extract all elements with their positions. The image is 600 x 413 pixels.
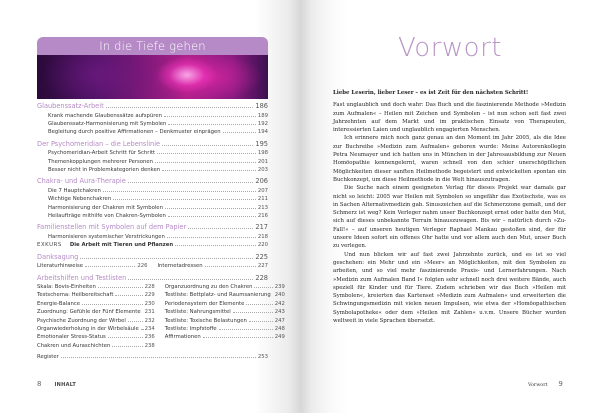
right-footer: [528, 380, 563, 388]
toc-item[interactable]: Testliste: Nahrungsmittel 243: [164, 309, 285, 316]
toc-exkurs[interactable]: EXKURS Die Arbeit mit Tieren und Pflanzen 220: [37, 242, 268, 249]
paragraph: Fast unglaublich und doch wahr: Das Buch und die faszinierende Methode »Medizin zum Aufmalen« – Heilen mit Zeichen und Symbolen – ist nun schon seit fast zwei Jahrzehnten auf dem Markt und im praktischen Einsatz von Therapeuten, interessierten Laien und unglaublich engagierten Menschen.: [333, 102, 566, 134]
toc-item[interactable]: Heilaufträge mithilfe von Chakren-Symbolen 216: [48, 213, 268, 220]
toc-item[interactable]: Testliste: Impfstoffe 248: [164, 326, 285, 333]
toc-item[interactable]: Wichtige Nebenchakren 211: [48, 196, 268, 203]
toc-item[interactable]: Periodensystem der Elemente 242: [164, 300, 285, 307]
toc-item[interactable]: Literaturhinweise 226: [37, 263, 148, 270]
toc-item[interactable]: Die 7 Hauptchakren 207: [48, 187, 268, 194]
toc-section[interactable]: Arbeitshilfen und Testlisten 228: [37, 273, 268, 282]
toc-item[interactable]: Psychomeridian-Arbeit Schritt für Schritt 198: [48, 150, 268, 157]
toc-item[interactable]: Harmonisieren systemischer Verstrickungen 218: [48, 233, 268, 240]
toc-item[interactable]: Besser nicht in Problemkategorien denken 203: [48, 166, 268, 173]
page-number: 9: [558, 380, 563, 388]
running-head: INHALT: [54, 382, 77, 388]
lead-line: Liebe Leserin, lieber Leser – es ist Zeit für den nächsten Schritt!: [333, 90, 529, 96]
toc-item[interactable]: Testliste: Bettplatz- und Raumsanierung 240: [164, 292, 285, 299]
paragraph: Ich erinnere mich noch ganz genau an den Moment im Jahr 2005, als die Idee zur Buchreihe »Medizin zum Aufmalen« geboren wurde: Meine Autorenkollegin Petra Neumayer und ich hatten uns in München in der Jahresausbildung zur Neuen Homöopathie kennengelernt, waren schnell von den schier unerschöpflichen Möglichkeiten dieser sanften Heilmethode begeistert und entwickelten spontan ein Buchkonzept, um diese Heilmethode in die Welt hinauszutragen.: [333, 135, 566, 183]
toc-item[interactable]: Chakren und Auraschichten 238: [37, 342, 155, 349]
toc-item[interactable]: Organzuordnung zu den Chakren 239: [164, 284, 285, 291]
left-footer: [37, 380, 76, 388]
toc-item[interactable]: Harmonisierung der Chakren mit Symbolen 213: [48, 204, 268, 211]
toc-item[interactable]: Emotionaler Stress-Status 236: [37, 334, 155, 341]
toc-item[interactable]: Glaubenssatz-Harmonisierung mit Symbolen 192: [48, 120, 268, 127]
toc-item[interactable]: Energie-Balance 230: [37, 300, 155, 307]
toc-section[interactable]: Der Psychomeridian – die Lebenslinie 195: [37, 139, 268, 148]
toc-item[interactable]: Krank machende Glaubenssätze aufspüren 189: [48, 112, 268, 119]
toc-item[interactable]: Organwiederholung in der Wirbelsäule 234: [37, 326, 155, 333]
toc-section[interactable]: Glaubenssatz-Arbeit 186: [37, 102, 268, 110]
paragraph: Die Suche nach einem geeigneten Verlag für dieses Projekt war damals gar nicht so leicht: 2005 war Heilen mit Symbolen so ungefähr das Exotischste, was es in Sachen Alternativmedizin gab. Sinuszeichen auf die Schmerzzone gemalt, und der Schmerz ist weg? Kein Verleger nahm unser Buchkonzept ernst oder hatte den Mut, sich auf dieses unbekannte Terrain hinauszuwagen. Bis wir – natürlich durch »Zu-Fall!« – auf unseren heutigen Verleger Raphael Mankau gestoßen sind, der für unsere Ideen sofort ein offenes Ohr hatte und vor allem auch den Mut, unser Buch zu verlegen.: [333, 185, 566, 250]
toc-item[interactable]: Psychische Zuordnung der Wirbel 232: [37, 317, 155, 324]
toc-section[interactable]: Chakra- und Aura-Therapie 206: [37, 177, 268, 186]
toc-item[interactable]: Affirmationen 249: [164, 334, 285, 341]
body-text: [333, 89, 566, 325]
exkurs-tag: EXKURS: [37, 242, 62, 249]
toc-item[interactable]: Zuordnung: Gefühle der Fünf Elemente 231: [37, 309, 155, 316]
plasma-image: [37, 55, 268, 99]
table-of-contents: [37, 100, 285, 363]
paragraph: Und nun blicken wir auf fast zwei Jahrzehnte zurück, und es ist so viel geschehen: ein Mehr und ein »Meer« an Möglichkeiten, mit den Symbolen zu arbeiten, und so viel mehr faszinierende Praxis- und Lernerfahrungen. Nach »Medizin zum Aufmalen Band I« folgten sehr schnell noch drei weitere Bände, auch speziell für Kinder und für Tiere. Zudem schrieben wir das Buch »Heilen mit Symbolen«, kreierten das Kartenset »Medizin zum Aufmalen« und erweiterten die Schwingungsmedizin mit vielen neuen Impulsen, wie etwa der »Homöopathischen Symbolapotheke« oder dem »Heilen mit Zahlen« u.v.m. Unsere Bücher wurden weltweit in viele Sprachen übersetzt.: [333, 251, 566, 325]
toc-section[interactable]: Familienstellen mit Symbolen auf dem Papier 217: [37, 223, 268, 232]
page-number: 8: [37, 380, 42, 388]
toc-item[interactable]: Skala: Bovis-Einheiten 228: [37, 284, 155, 291]
toc-item[interactable]: Begleitung durch positive Affirmationen – Denkmuster einprägen 194: [48, 129, 268, 136]
toc-item[interactable]: Themenkopplungen mehrerer Personen 201: [48, 158, 268, 165]
toc-column-left: [37, 284, 155, 351]
banner-title: In die Tiefe gehen: [37, 37, 268, 55]
running-head: Vorwort: [528, 383, 548, 388]
toc-section[interactable]: Danksagung 225: [37, 252, 268, 261]
toc-register[interactable]: Register 253: [37, 354, 268, 361]
toc-item[interactable]: Internetadressen 227: [157, 263, 268, 270]
toc-column-right: [165, 284, 285, 351]
toc-item[interactable]: Testschema: Heilbereitschaft 229: [37, 292, 155, 299]
chapter-banner: [37, 37, 268, 99]
chapter-title: Vorwort: [398, 33, 502, 63]
toc-item[interactable]: Testliste: Toxische Belastungen 247: [164, 317, 285, 324]
